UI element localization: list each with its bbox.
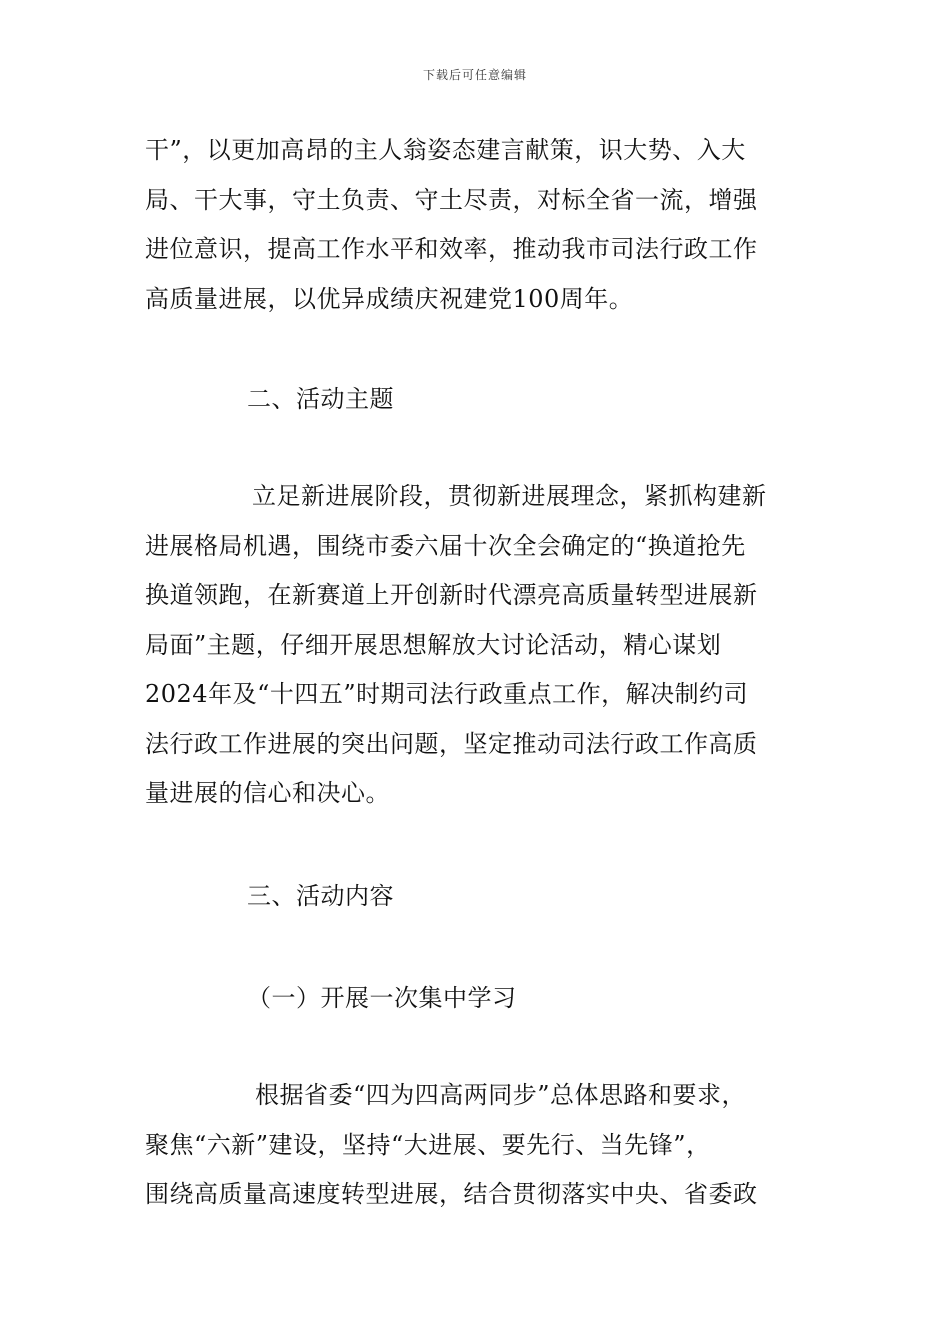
paragraph-line: 聚焦“六新”建设，坚持“大进展、要先行、当先锋”， — [145, 1130, 711, 1159]
paragraph-activity-theme — [145, 472, 810, 819]
paragraph-line: 高质量进展，以优异成绩庆祝建党100周年。 — [145, 284, 634, 313]
paragraph-line: 进位意识，提高工作水平和效率，推动我市司法行政工作 — [145, 235, 758, 263]
paragraph-line: 局面”主题，仔细开展思想解放大讨论活动，精心谋划 — [145, 630, 722, 659]
paragraph-line: 2024年及“十四五”时期司法行政重点工作，解决制约司 — [145, 680, 749, 708]
paragraph-line: 局、干大事，守土负责、守土尽责，对标全省一流，增强 — [145, 185, 758, 214]
subsection-heading-centralized-study: （一）开展一次集中学习 — [247, 984, 517, 1012]
paragraph-line: 法行政工作进展的突出问题，坚定推动司法行政工作高质 — [145, 729, 758, 758]
section-heading-activity-content: 三、活动内容 — [247, 882, 394, 910]
paragraph-line: 根据省委“四为四高两同步”总体思路和要求， — [255, 1081, 747, 1109]
paragraph-line: 立足新进展阶段，贯彻新进展理念，紧抓构建新 — [252, 482, 767, 510]
paragraph-intro-continued — [145, 126, 810, 324]
paragraph-line: 围绕高质量高速度转型进展，结合贯彻落实中央、省委政 — [145, 1180, 758, 1208]
paragraph-line: 进展格局机遇，围绕市委六届十次全会确定的“换道抢先 — [145, 531, 746, 560]
page-header: 下载后可任意编辑 — [422, 68, 527, 82]
paragraph-centralized-study — [145, 1071, 810, 1220]
section-heading-activity-theme: 二、活动主题 — [247, 385, 394, 413]
paragraph-line: 量进展的信心和决心。 — [145, 779, 390, 807]
paragraph-line: 换道领跑，在新赛道上开创新时代漂亮高质量转型进展新 — [145, 581, 758, 609]
paragraph-line: 干”，以更加高昂的主人翁姿态建言献策，识大势、入大 — [145, 136, 746, 164]
